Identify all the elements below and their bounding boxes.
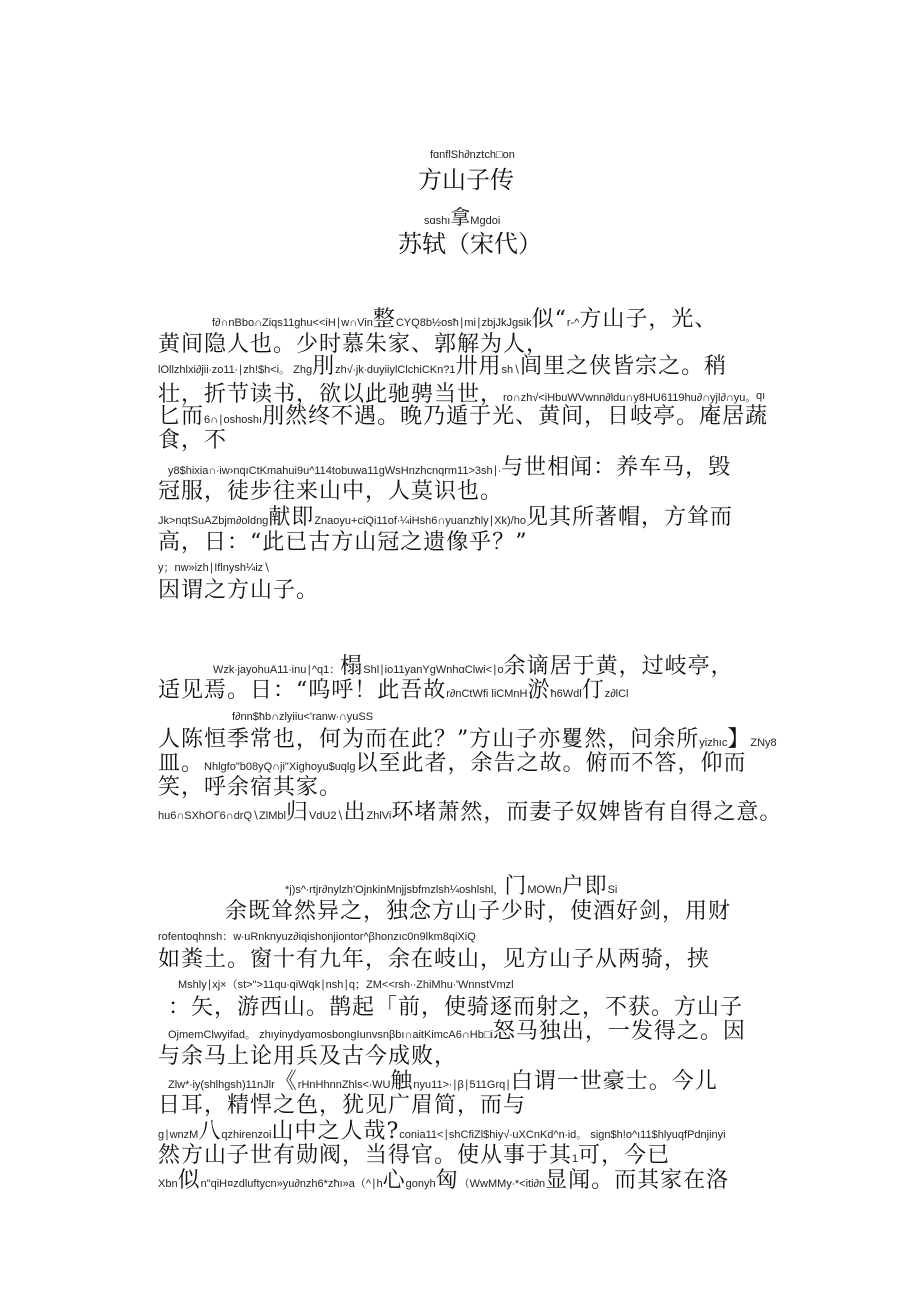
- p3-l1-pinyin-c: Si: [607, 884, 618, 896]
- p3-l13-text-a: 似: [177, 1168, 201, 1193]
- p2-l4-bracket: 】: [727, 727, 751, 752]
- p3-l11-text-b: 山中之人哉?: [271, 1119, 400, 1144]
- p3-l11-pinyin-c: conia11<∣shCfiZl$hiy√∙uXCnKd^n∙id。 sign$h!o^ı11$hlyuqfPdnjinyi: [399, 1129, 726, 1141]
- p1-line-5: [158, 406, 768, 428]
- p3-line-3: rofentoqhnsh：w∙uRnknyuz∂iqishonjiontor^βhonzıc0n9lkm8qiXiQ: [158, 931, 476, 943]
- p1-l3-text-a: 刖: [312, 354, 336, 379]
- p3-line-11: [158, 1121, 726, 1143]
- p3-l12-text-b: 可，今已: [578, 1143, 671, 1168]
- p1-l9-pinyin-b: Znaoyu+ciQi11of∙¼iHsh6∩yuanzħly∣Xk)/ho: [314, 515, 526, 527]
- p3-l13-text-c: 匈: [435, 1168, 459, 1193]
- author-pinyin-line: [424, 207, 500, 227]
- p1-l9-text-a: 献即: [268, 505, 315, 530]
- p1-l1-pinyin-c: r-^: [566, 317, 580, 329]
- p2-line-1: [213, 656, 734, 678]
- p1-l1-pinyin-b: CYQ8b½osħ∣mi∣zbjJkJgsik: [395, 317, 532, 329]
- author-pinyin: sɑshı: [424, 215, 451, 227]
- p2-l4-text: 人陈恒季常也，何为而在此？”方山子亦矍然，问余所: [158, 727, 700, 752]
- p3-l9-pinyin: Zlw*∙iy(shlhgsh)11nJlr: [168, 1079, 275, 1091]
- p3-line-1: [285, 876, 617, 898]
- p1-l9-text-b: 见其所著帽，方耸而: [525, 505, 733, 530]
- p2-l5-text-b: 以至此者，余告之故。俯而不答，仰而: [355, 751, 747, 776]
- p3-l11-pinyin-b: qzhirenzoi: [221, 1129, 272, 1141]
- p3-line-13: [158, 1170, 729, 1192]
- p1-l3-pinyin: lOllzhlxi∂jii∙zo11∙∣zh!$h<i。 Zhg: [158, 364, 313, 376]
- p3-line-9: [168, 1071, 718, 1093]
- p1-l3-text-c: 闾里之侠皆宗之。稍: [520, 354, 728, 379]
- p3-l13-pinyin: Xbn: [158, 1178, 178, 1190]
- p3-l9-pinyin-b: rHnHhnnZhls<∙WU: [297, 1079, 391, 1091]
- p1-line-7: [168, 457, 731, 479]
- p3-line-7: [168, 1021, 746, 1043]
- p1-l1-pinyin: f∂∩nBbo∩Ziqs11ghu<<iH∣w∩Vin: [212, 317, 373, 329]
- p1-line-8: 冠服，徒步往来山中，人莫识也。: [158, 479, 504, 504]
- p1-l4-text: 壮，折节读书，欲以此驰骋当世，: [158, 382, 504, 407]
- p2-l2-text-b: 淤: [527, 678, 551, 703]
- p3-l12-text-a: 然方山子世有勋阀，当得官。使从事于其: [158, 1143, 573, 1168]
- p1-l3-text-b: 卅用: [455, 354, 502, 379]
- p1-line-2: 黄间隐人也。少时慕朱家、郭解为人，: [158, 332, 550, 357]
- p1-l3-pinyin-b: zh√∙jk∙duyiiylClchiCKn?1: [335, 364, 456, 376]
- p2-l1-pinyin-b: Shl∣io11yanYgWnhαClwi<∣o: [363, 664, 504, 676]
- p2-l4-pinyin-b: ZNy8: [750, 737, 777, 749]
- p3-l9-text-c: 白谓一世豪士。今儿: [510, 1069, 718, 1094]
- p1-l5-pinyin: 6∩∣oshoshı: [204, 414, 263, 426]
- p1-line-12: 因谓之方山子。: [158, 578, 320, 603]
- p1-line-10: 高，日：“此已古方山冠之遗像乎？”: [158, 530, 528, 555]
- p1-l7-text: 与世相闻：养车马，毁: [501, 455, 732, 480]
- p2-l7-text-a: 归: [285, 800, 309, 825]
- p1-line-3: [158, 356, 727, 378]
- p2-l7-pinyin-b: VdU2∖: [308, 810, 344, 822]
- p2-l7-pinyin: hu6∩SXhOΓ6∩drQ∖ZlMbl: [158, 810, 286, 822]
- p1-line-1: [212, 309, 717, 331]
- p2-l1-text-a: 榻: [340, 654, 364, 679]
- p1-l4-pinyin-tail: qı: [756, 390, 766, 402]
- p3-line-5: Mshly∣xj×（st>">11qu∙qiWqk∣nsh∣q；ZM<<rsh∙∙ZhiMhu∙'WnnstVmzl: [178, 979, 514, 991]
- p1-line-9: [158, 507, 733, 529]
- p1-line-4: [158, 384, 756, 406]
- author-pinyin-tail: Mgdoi: [470, 215, 501, 227]
- p2-l4-pinyin: yizhıc: [699, 737, 728, 749]
- p3-l9-text-a: 《: [274, 1069, 298, 1094]
- p1-l1-text-b: 似“: [531, 307, 567, 332]
- p3-l13-text-d: 显闻。而其家在洛: [545, 1168, 730, 1193]
- p3-line-8: 与余马上论用兵及古今成败，: [158, 1044, 458, 1069]
- p2-line-2: [158, 680, 628, 702]
- p1-l1-text-a: 整: [372, 307, 396, 332]
- p3-l11-pinyin: g∣wnzM: [158, 1129, 199, 1141]
- p3-l13-text-b: 心: [382, 1168, 406, 1193]
- author-name: 苏轼（宋代）: [398, 230, 542, 258]
- p1-line-11: y；nw»izh∣Iflnysh¼iz∖: [158, 562, 271, 574]
- p2-l7-pinyin-c: ZhlVi: [366, 810, 392, 822]
- author-glyph: 拿: [450, 205, 471, 229]
- p3-l12-pinyin: 1: [572, 1153, 579, 1165]
- p1-l9-pinyin: Jk>nqtSuAZbjm∂oldng: [158, 515, 269, 527]
- p1-l5-text-b: 刖然终不遇。晚乃遁于光、黄间，日岐亭。庵居蔬: [262, 404, 769, 429]
- p3-l1-text-b: 户即: [561, 874, 608, 899]
- p1-l3-pinyin-c: sh∖: [501, 364, 521, 376]
- p2-l7-text-c: 环堵萧然，而妻子奴婢皆有自得之意。: [391, 800, 783, 825]
- p3-l7-text: 怒马独出，一发得之。因: [492, 1019, 746, 1044]
- p3-l13-pinyin-b: n"qiH¤zdluftycn»yu∂nzh6*zħı»a（^∣h: [200, 1178, 383, 1190]
- p1-l1-text-c: 方山子，光、: [579, 307, 718, 332]
- p2-l7-text-b: 出: [343, 800, 367, 825]
- p3-l9-text-b: 触: [390, 1069, 414, 1094]
- p2-line-4: [158, 729, 777, 751]
- p1-l5-text-a: 匕而: [158, 404, 205, 429]
- p3-line-12: [158, 1145, 670, 1167]
- p3-line-10: 日耳，精悍之色，犹见广眉简，而与: [158, 1093, 527, 1118]
- p3-l9-pinyin-c: nyu11>∙∣β∣511Grq∣: [413, 1079, 511, 1091]
- p2-line-3: f∂nn$ħb∩zlyiiu<'ranw∙∩yuSS: [232, 711, 374, 723]
- p1-line-6: 食，不: [158, 428, 228, 453]
- p2-l5-pinyin: Nhlgfo"b08yQ∩ji"Xighoyu$uqlg: [204, 761, 356, 773]
- p2-l1-pinyin: Wzk∙jayohuA11∙inu∣^q1：: [213, 664, 341, 676]
- p3-l1-pinyin-b: MOWn: [527, 884, 562, 896]
- title-pinyin: fɑnflSh∂nztch□on: [430, 149, 515, 161]
- p2-l2-text-c: 仃: [581, 678, 605, 703]
- p1-l7-pinyin: y8$hixia∩∙iw›nqıCtKmahui9u^114tobuwa11gWsHnzhcnqrm11>3sh∣∙: [168, 465, 502, 477]
- p3-line-4: 如粪土。窗十有九年，余在岐山，见方山子从两骑，挟: [158, 947, 711, 972]
- page-title: 方山子传: [418, 166, 514, 194]
- p2-line-7: [158, 802, 782, 824]
- p1-l4-pinyin: ro∩zh√<iHbuWVwnn∂ldu∩y8HU6119hu∂∩yjl∂∩yu。: [503, 392, 757, 404]
- p2-l5-text-a: 皿。: [158, 751, 205, 776]
- p3-line-2: 余既耸然异之，独念方山子少时，使酒好剑，用财: [225, 899, 732, 924]
- p2-line-5: [158, 753, 747, 775]
- p2-l2-text-a: 适见焉。日：“呜呼！此吾故: [158, 678, 447, 703]
- p3-l1-text-a: 门: [504, 874, 528, 899]
- p2-l2-pinyin-c: z∂lCl: [604, 688, 629, 700]
- p3-l13-pinyin-c: gonyh: [405, 1178, 436, 1190]
- p3-l11-text-a: 八: [198, 1119, 222, 1144]
- p2-l2-pinyin: r∂nCtWfi liCMnH: [446, 688, 528, 700]
- p3-l13-pinyin-d: （WwMMy∙*<iti∂n: [458, 1178, 546, 1190]
- p3-l1-pinyin: *j)s^∙rtjr∂nylzh'OjnkinMnjjsbfmzlsh¼oshlshl，: [285, 884, 505, 896]
- p2-l1-text-b: 余谪居于黄，过岐亭，: [503, 654, 734, 679]
- p2-line-6: 笑，呼余宿其家。: [158, 775, 343, 800]
- p3-line-6: ：矢，游西山。鹊起「前，使骑逐而射之，不获。方山子: [168, 995, 744, 1020]
- p2-l2-pinyin-b: ħ6Wdl: [550, 688, 582, 700]
- p3-l7-pinyin: OjmemClwyifad。 zhıyinydyαmosbongIunvsnβbı∩aitKimcA6∩Hb□i: [168, 1029, 493, 1041]
